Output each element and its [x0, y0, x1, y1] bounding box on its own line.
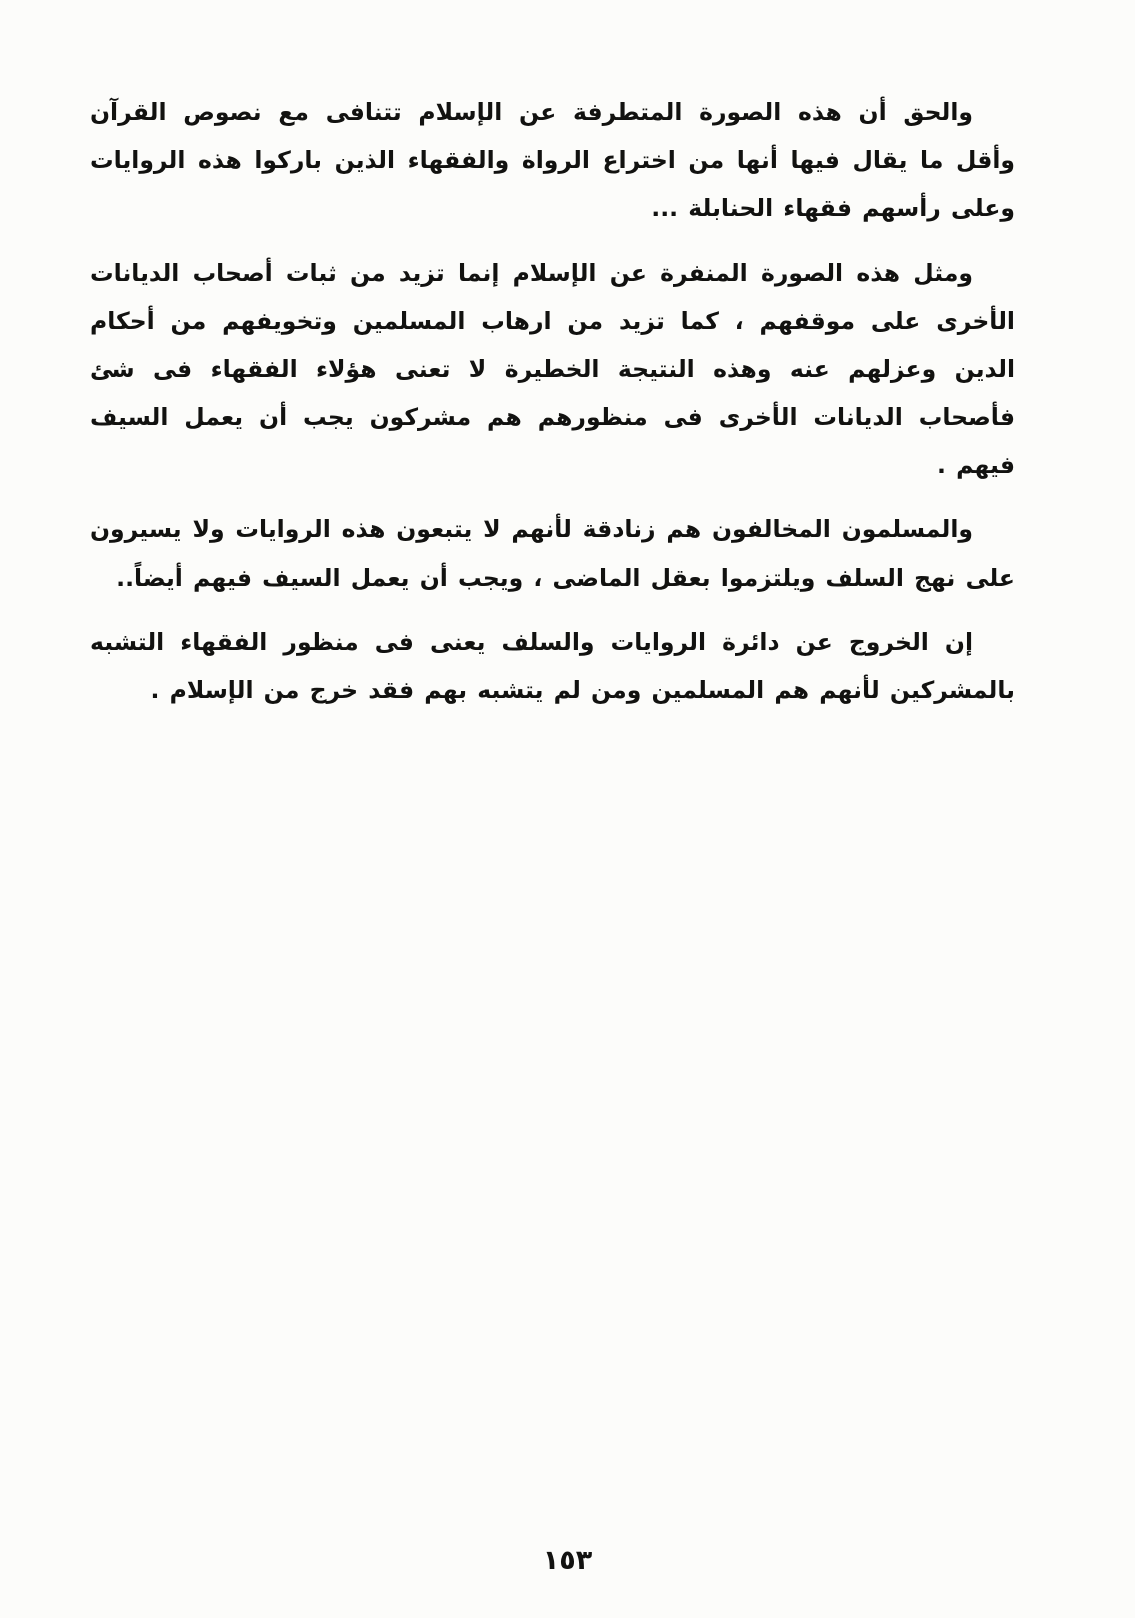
paragraph-1: والحق أن هذه الصورة المتطرفة عن الإسلام تتنافى مع نصوص القرآن وأقل ما يقال فيها أنها من اختراع الرواة والفقهاء الذين باركوا هذه الروايات وعلى رأسهم فقهاء الحنابلة ...	[90, 98, 1015, 223]
paragraph-4: إن الخروج عن دائرة الروايات والسلف يعنى فى منظور الفقهاء التشبه بالمشركين لأنهم هم المسلمين ومن لم يتشبه بهم فقد خرج من الإسلام .	[90, 627, 1015, 704]
page-number: ١٥٣	[542, 1545, 593, 1576]
paragraph-2: ومثل هذه الصورة المنفرة عن الإسلام إنما تزيد من ثبات أصحاب الديانات الأخرى على موقفهم ، كما تزيد من ارهاب المسلمين وتخويفهم من أحكام الدين وعزلهم عنه وهذه النتيجة الخطيرة لا تعنى هؤلاء الفقهاء فى شئ فأصحاب الديانات الأخرى فى منظورهم هم مشركون يجب أن يعمل السيف فيهم .	[90, 258, 1015, 480]
paragraph-3: والمسلمون المخالفون هم زنادقة لأنهم لا يتبعون هذه الروايات ولا يسيرون على نهج السلف ويلتزموا بعقل الماضى ، ويجب أن يعمل السيف فيهم أيضاً..	[90, 515, 1015, 592]
page-text-block	[90, 88, 1015, 730]
